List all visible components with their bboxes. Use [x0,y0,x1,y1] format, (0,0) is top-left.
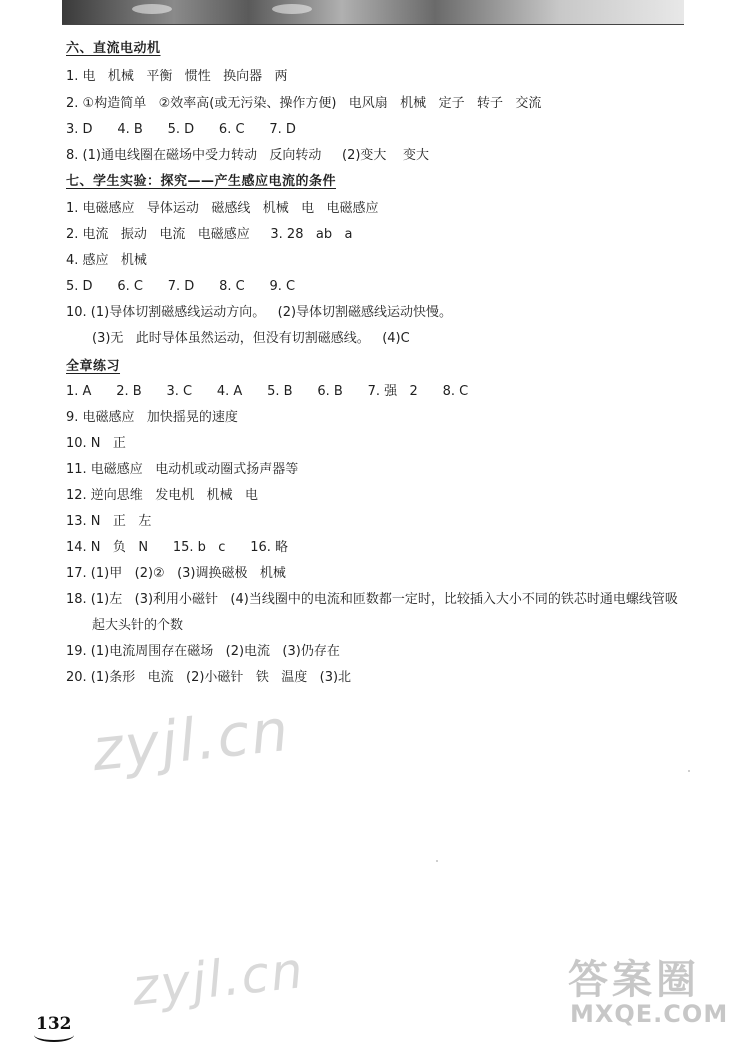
answer-line: 1. A 2. B 3. C 4. A 5. B 6. B 7. 强 2 8. C [66,384,469,399]
answer-line: 10. (1)导体切割磁感线运动方向。 (2)导体切割磁感线运动快慢。 [66,305,453,320]
scan-speck [688,770,690,772]
answer-line: 10. N 正 [66,436,126,451]
answer-line: 17. (1)甲 (2)② (3)调换磁极 机械 [66,566,286,581]
section-heading-induction-experiment: 七、学生实验：探究——产生感应电流的条件 [66,174,337,189]
answer-line: 13. N 正 左 [66,514,152,529]
answer-line: 2. ①构造简单 ②效率高(或无污染、操作方便) 电风扇 机械 定子 转子 交流 [66,96,542,111]
banner-decoration [272,4,312,14]
answer-line: 2. 电流 振动 电流 电磁感应 3. 28 ab a [66,227,353,242]
answer-line-continued: 起大头针的个数 [92,618,184,633]
answer-line: 12. 逆向思维 发电机 机械 电 [66,488,258,503]
answer-line: 14. N 负 N 15. b c 16. 略 [66,540,289,555]
logo-chinese-text: 答案圈 [568,957,700,1003]
answer-line: 5. D 6. C 7. D 8. C 9. C [66,279,296,294]
watermark: zyjl.cn [129,941,308,1017]
answer-line: 9. 电磁感应 加快摇晃的速度 [66,410,238,425]
banner-decoration [132,4,172,14]
answer-line: 1. 电 机械 平衡 惯性 换向器 两 [66,69,288,84]
answer-line-continued: (3)无 此时导体虽然运动，但没有切割磁感线。 (4)C [92,331,410,346]
answer-line: 1. 电磁感应 导体运动 磁感线 机械 电 电磁感应 [66,201,379,216]
answer-line: 8. (1)通电线圈在磁场中受力转动 反向转动 (2)变大 变大 [66,148,429,163]
answer-line: 18. (1)左 (3)利用小磁针 (4)当线圈中的电流和匝数都一定时，比较插入大小不同的铁芯时通电螺线管吸 [66,592,678,607]
answer-line: 19. (1)电流周围存在磁场 (2)电流 (3)仍存在 [66,644,340,659]
scan-speck [436,860,438,862]
page-number: 132 [36,1014,72,1034]
corner-logo [568,948,736,1034]
answer-line: 20. (1)条形 电流 (2)小磁针 铁 温度 (3)北 [66,670,352,685]
section-heading-dc-motor: 六、直流电动机 [66,41,161,56]
watermark: zyjl.cn [88,695,294,785]
top-banner [62,0,684,25]
logo-english-text: MXQE.COM [570,1000,729,1028]
answer-line: 4. 感应 机械 [66,253,147,268]
section-heading-chapter-exercises: 全章练习 [66,359,121,374]
answer-line: 3. D 4. B 5. D 6. C 7. D [66,122,296,137]
answer-line: 11. 电磁感应 电动机或动圈式扬声器等 [66,462,299,477]
